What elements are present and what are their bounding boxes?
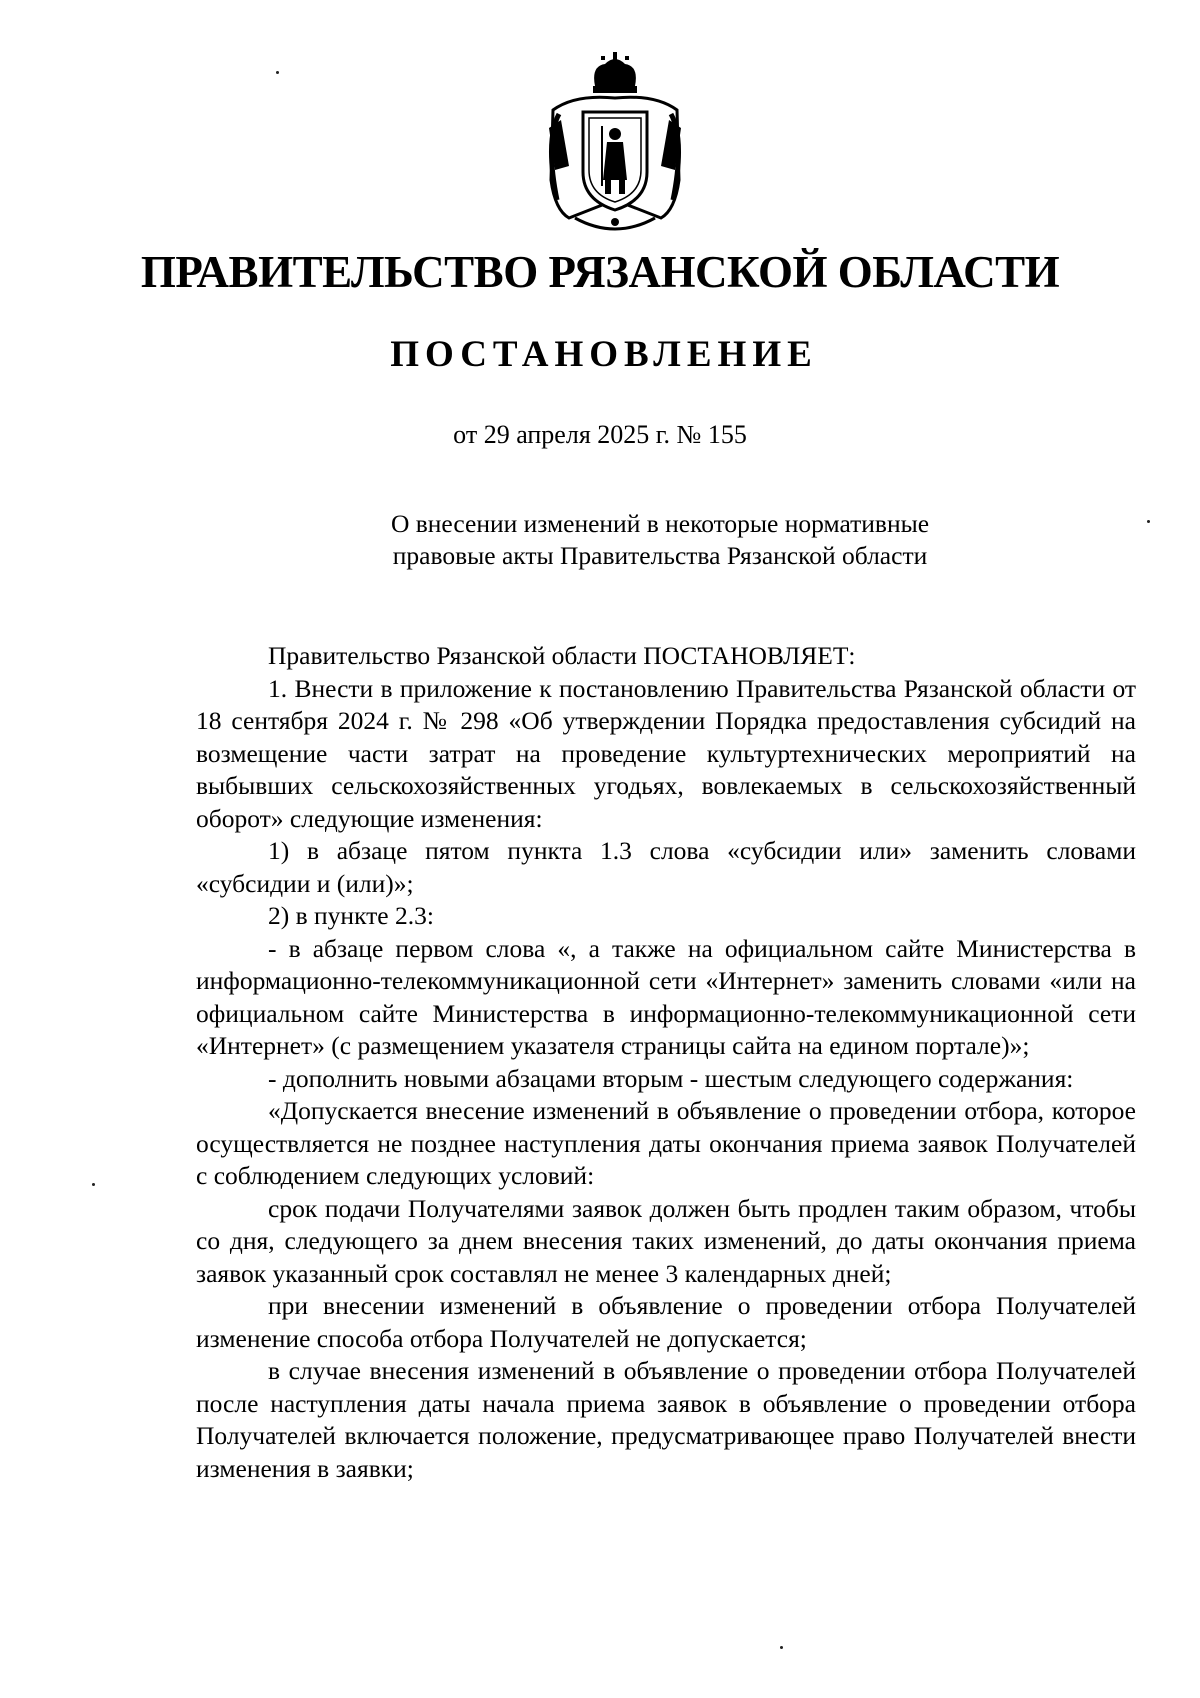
coat-of-arms-icon [535,50,695,240]
paragraph: «Допускается внесение изменений в объявление о проведении отбора, которое осуществляется не позднее наступления даты окончания приема заявок Получателей с соблюдением следующих условий: [196,1096,1136,1190]
paragraph: - в абзаце первом слова «, а также на официальном сайте Министерства в информационно-телекоммуникационной сети «Интернет» заменить словами «или на официальном сайте Министерства в информационно-телекоммуникационной сети «Интернет» (с размещением указателя страницы сайта на едином портале)»; [196,933,1136,1060]
paragraph: 1) в абзаце пятом пункта 1.3 слова «субсидии или» заменить словами «субсидии и (или)»; [196,836,1136,898]
document-date-number: от 29 апреля 2025 г. № 155 [453,420,747,449]
scan-speck [780,1646,783,1649]
organization-title: ПРАВИТЕЛЬСТВО РЯЗАНСКОЙ ОБЛАСТИ [140,247,1060,297]
subject-line: О внесении изменений в некоторые нормативные [390,509,930,538]
document-type: ПОСТАНОВЛЕНИЕ [390,334,818,375]
paragraph: при внесении изменений в объявление о проведении отбора Получателей изменение способа отбора Получателей не допускается; [196,1291,1136,1353]
scan-speck [92,1183,95,1186]
paragraph: в случае внесения изменений в объявление о проведении отбора Получателей после наступления даты начала приема заявок в объявление о проведении отбора Получателей включается положение, предусматривающее право Получателей внести изменения в заявки; [196,1356,1136,1483]
document-body [196,640,1136,1485]
paragraph: 1. Внести в приложение к постановлению Правительства Рязанской области от 18 сентября 2024 г. № 298 «Об утверждении Порядка предоставления субсидий на возмещение части затрат на проведение культуртехнических мероприятий на выбывших сельскохозяйственных угодьях, вовлекаемых в сельскохозяйственный оборот» следующие изменения: [196,673,1136,833]
scan-speck [1147,520,1150,523]
paragraph: 2) в пункте 2.3: [268,901,434,930]
paragraph: Правительство Рязанской области ПОСТАНОВЛЯЕТ: [268,641,856,670]
scan-speck [276,71,279,74]
paragraph: срок подачи Получателями заявок должен быть продлен таким образом, чтобы со дня, следующего за днем внесения таких изменений, до даты окончания приема заявок указанный срок составлял не менее 3 календарных дней; [196,1193,1136,1288]
subject-line: правовые акты Правительства Рязанской области [392,541,928,570]
document-subject [330,508,990,572]
paragraph: - дополнить новыми абзацами вторым - шестым следующего содержания: [268,1063,1074,1093]
